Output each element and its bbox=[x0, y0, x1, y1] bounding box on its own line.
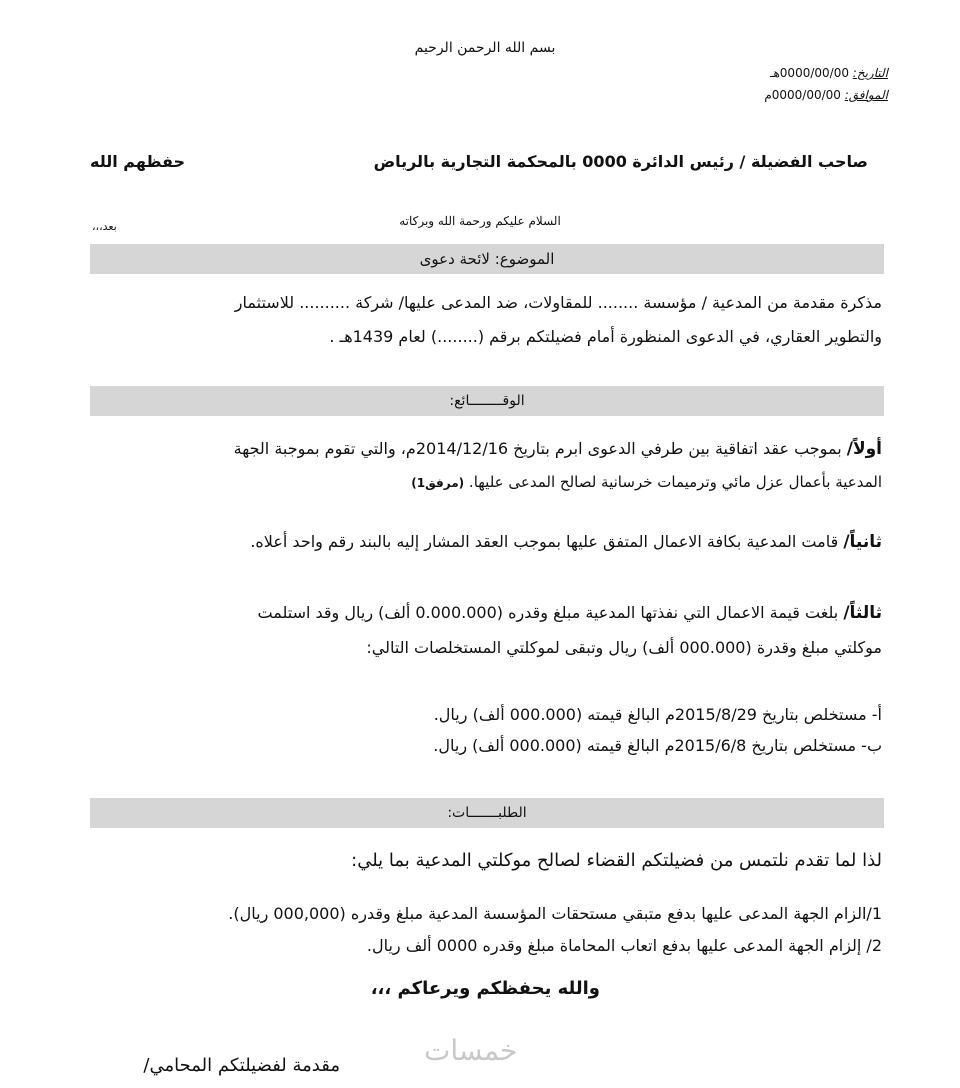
hijri-date bbox=[748, 66, 888, 80]
request-item-2: 2/ إلزام الجهة المدعى عليها بدفع اتعاب المحاماة مبلغ وقدره 0000 ألف ريال. bbox=[366, 936, 882, 955]
corresponding-value: 0000/00/00م bbox=[764, 88, 841, 102]
subject-line-1: مذكرة مقدمة من المدعية / مؤسسة ........ للمقاولات، ضد المدعى عليها/ شركة .......... للاستثمار bbox=[234, 293, 882, 312]
claim-item-a: أ- مستخلص بتاريخ 2015/8/29م البالغ قيمته (000.000 ألف) ريال. bbox=[433, 705, 882, 724]
fact-first-line-2 bbox=[411, 467, 882, 498]
after-greeting: بعد،،، bbox=[92, 220, 117, 233]
watermark-logo: خمسات bbox=[424, 1034, 518, 1067]
fact-second-label: ثانياً/ bbox=[843, 532, 882, 552]
fact-first-text-1: بموجب عقد اتفاقية بين طرفي الدعوى ابرم بتاريخ 2014/12/16م، والتي تقوم بموجبة الجهة bbox=[233, 439, 842, 458]
basmala: بسم الله الرحمن الرحيم bbox=[414, 40, 556, 56]
subject-heading: الموضوع: لائحة دعوى bbox=[90, 244, 884, 274]
fact-second bbox=[250, 527, 882, 557]
fact-third-text-1: بلغت قيمة الاعمال التي نفذتها المدعية مبلغ وقدره (0.000.000 ألف) ريال وقد استلمت bbox=[257, 603, 839, 622]
fact-third-line-2: موكلتي مبلغ وقدرة (000.000 ألف) ريال وتبقى لموكلتي المستخلصات التالي: bbox=[366, 638, 882, 657]
date-label: التاريخ: bbox=[852, 66, 888, 80]
addressee-title: صاحب الفضيلة / رئيس الدائرة 0000 بالمحكمة التجارية بالرياض bbox=[373, 152, 868, 171]
requests-lead: لذا لما تقدم نلتمس من فضيلتكم القضاء لصالح موكلتي المدعية بما يلي: bbox=[351, 850, 882, 871]
closing-prayer: والله يحفظكم ويرعاكم ،،، bbox=[370, 978, 600, 999]
corresponding-label: الموافق: bbox=[844, 88, 888, 102]
addressee-blessing: حفظهم الله bbox=[90, 152, 186, 171]
submitted-by: مقدمة لفضيلتكم المحامي/ bbox=[143, 1055, 340, 1076]
fact-second-text: قامت المدعية بكافة الاعمال المتفق عليها بموجب العقد المشار إليه بالبند رقم واحد أعلاه. bbox=[250, 532, 839, 551]
date-value: 0000/00/00هـ bbox=[769, 66, 849, 80]
request-item-1: 1/الزام الجهة المدعى عليها بدفع متبقي مستحقات المؤسسة المدعية مبلغ وقدره (000,000 ريال). bbox=[228, 904, 882, 923]
fact-first-label: أولاً/ bbox=[846, 439, 882, 459]
subject-line-2: والتطوير العقاري، في الدعوى المنظورة أمام فضيلتكم برقم (........) لعام 1439هـ . bbox=[329, 327, 882, 346]
fact-first-attachment: (مرفق1) bbox=[411, 476, 465, 490]
fact-first-text-2: المدعية بأعمال عزل مائي وترميمات خرسانية لصالح المدعى عليها. bbox=[468, 473, 882, 491]
fact-third-label: ثالثاً/ bbox=[843, 603, 882, 623]
requests-heading: الطلبـــــــات: bbox=[90, 798, 884, 828]
gregorian-date bbox=[748, 88, 888, 102]
fact-third-line-1 bbox=[257, 598, 882, 628]
fact-first-line-1 bbox=[234, 434, 882, 464]
facts-heading: الوقــــــــائع: bbox=[90, 386, 884, 416]
claim-item-b: ب- مستخلص بتاريخ 2015/6/8م البالغ قيمته (000.000 ألف) ريال. bbox=[433, 736, 882, 755]
salam-greeting: السلام عليكم ورحمة الله وبركاته bbox=[399, 214, 561, 228]
